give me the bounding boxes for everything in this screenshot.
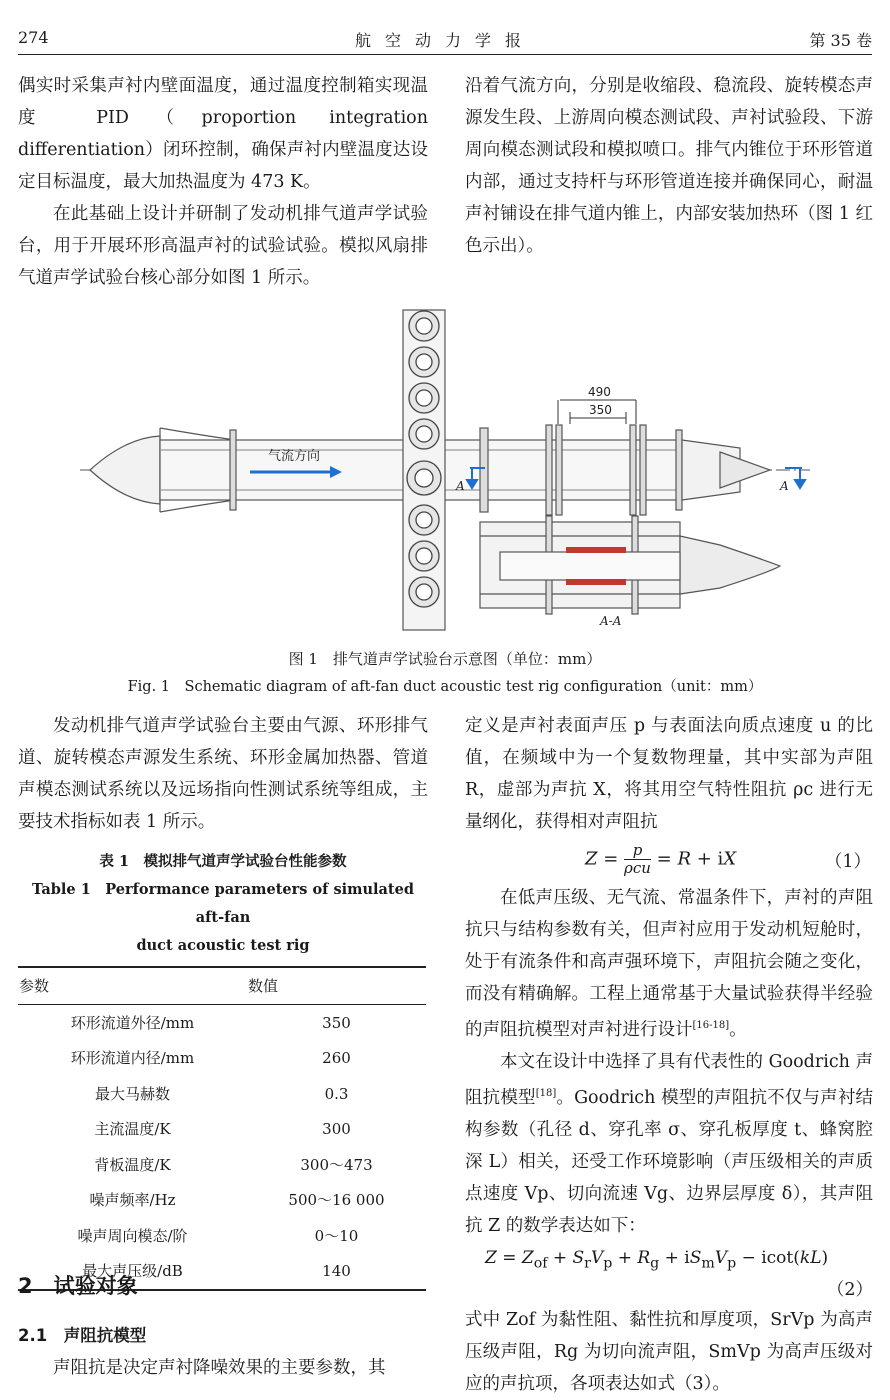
running-header	[18, 28, 872, 52]
left-column-last	[18, 1352, 428, 1384]
table-row	[18, 1218, 426, 1254]
table-cell: 环形流道外径/mm	[70, 1013, 195, 1032]
paragraph: 在此基础上设计并研制了发动机排气道声学试验台，用于开展环形高温声衬的试验试验。模拟风扇排气道声学试验台核心部分如图 1 所示。	[18, 204, 428, 288]
table-caption-en: Table 1 Performance parameters of simulated aft-fan duct acoustic test rig	[31, 881, 414, 954]
dimension-490: 490	[588, 385, 611, 399]
equation-2-number: （2）	[826, 1279, 873, 1300]
test-rig-schematic	[80, 300, 810, 635]
paragraph: 在低声压级、无气流、常温条件下，声衬的声阻抗只与结构参数有关，但声衬应用于发动机短舱时，处于有流条件和高声强环境下，声阻抗会随之变化，而没有精确解。工程上通常基于大量试验获得半经验的声阻抗模型对声衬进行设计[16-18]。	[465, 888, 873, 1040]
paragraph: 发动机排气道声学试验台主要由气源、环形排气道、旋转模态声源发生系统、环形金属加热器、管道声模态测试系统以及远场指向性测试系统等组成，主要技术指标如表 1 所示。	[18, 716, 428, 832]
table-cell: 噪声周向模态/阶	[77, 1226, 188, 1245]
flow-label: 气流方向	[268, 449, 321, 464]
figure-1	[80, 300, 810, 635]
table-row	[18, 1147, 426, 1183]
paragraph: 式中 Zof 为黏性阻、黏性抗和厚度项，SrVp 为高声压级声阻，Rg 为切向流声阻，SmVp 为高声压级对应的声抗项，各项表达如式（3）。	[465, 1309, 873, 1394]
paragraph: 声阻抗是决定声衬降噪效果的主要参数，其	[53, 1358, 386, 1378]
right-column-top	[465, 70, 873, 262]
figure-caption-cn: 图 1 排气道声学试验台示意图（单位：mm）	[288, 650, 602, 668]
right-column-bottom	[465, 710, 873, 1400]
paragraph: 定义是声衬表面声压 p 与表面法向质点速度 u 的比值，在频域中为一个复数物理量，其中实部为声阻 R，虚部为声抗 X，将其用空气特性阻抗 ρc 进行无量纲化，获得相对声阻抗	[465, 716, 873, 832]
table-cell: 300～473	[300, 1155, 373, 1174]
section-heading: 2 试验对象	[18, 1274, 138, 1298]
subsection-heading: 2.1 声阻抗模型	[18, 1326, 147, 1345]
table-row	[18, 1076, 426, 1112]
table-cell: 300	[322, 1120, 351, 1139]
table-cell: 最大声压级/dB	[18, 1254, 247, 1291]
left-column-top	[18, 70, 428, 294]
table-row	[18, 1041, 426, 1077]
heater-ring-top	[566, 547, 626, 553]
table-cell: 主流温度/K	[94, 1120, 171, 1139]
table-cell: 0.3	[324, 1084, 349, 1103]
paragraph: 本文在设计中选择了具有代表性的 Goodrich 声阻抗模型[18]。Goodrich 模型的声阻抗不仅与声衬结构参数（孔径 d、穿孔率 σ、穿孔板厚度 t、蜂窝腔深 L）相关，还受工作环境影响（声压级相关的声质点速度 Vp、切向流速 Vg、边界层厚度 δ），其声阻抗 Z 的数学表达如下：	[465, 1051, 874, 1236]
citation: [16-18]	[692, 1020, 730, 1031]
table-header: 数值	[247, 967, 426, 1005]
equation-1-number: （1）	[824, 852, 871, 872]
section-mark-a-right: A	[780, 479, 789, 493]
table-cell: 0～10	[314, 1226, 359, 1245]
equation-1	[465, 838, 873, 882]
table-cell: 最大马赫数	[94, 1084, 170, 1103]
performance-table	[18, 966, 426, 1291]
section-label: A-A	[600, 614, 622, 628]
header-rule	[18, 54, 872, 55]
equation-1-body: Z = p ρcu = R + iX	[585, 841, 737, 877]
figure-caption-en: Fig. 1 Schematic diagram of aft-fan duct acoustic test rig configuration（unit：mm）	[127, 679, 763, 695]
citation: [18]	[535, 1087, 557, 1099]
table-row	[18, 1112, 426, 1148]
table-header: 参数	[18, 967, 247, 1005]
equation-2	[465, 1242, 873, 1274]
paragraph: 沿着气流方向，分别是收缩段、稳流段、旋转模态声源发生段、上游周向模态测试段、声衬试验段、下游周向模态测试段和模拟喷口。排气内锥位于环形管道内部，通过支持杆与环形管道连接并确保同心，耐温声衬铺设在排气道内锥上，内部安装加热环（图 1 红色示出）。	[465, 76, 873, 256]
table-header-row	[18, 967, 426, 1005]
table-row	[18, 1005, 426, 1041]
section-view	[480, 516, 780, 614]
table-cell: 环形流道内径/mm	[70, 1049, 195, 1068]
table-cell: 350	[322, 1013, 351, 1032]
paragraph: 偶实时采集声衬内壁面温度，通过温度控制箱实现温度 PID（proportion integration differentiation）闭环控制，确保声衬内壁温度达设定目标温度，最大加热温度为 473 K。	[18, 76, 428, 192]
page-number: 274	[18, 28, 49, 47]
volume-label: 第 35 卷	[809, 31, 872, 50]
section-mark-a-left: A	[456, 479, 465, 493]
table-cell: 500～16 000	[288, 1191, 385, 1210]
journal-name: 航空动力学报	[354, 31, 535, 50]
equation-2-body: $Z = Z_{of} + S_rV_p + R_g + iS_mV_p - icot(kL)$	[485, 1247, 829, 1272]
dimension-350: 350	[589, 403, 612, 417]
table-cell: 噪声频率/Hz	[89, 1191, 176, 1210]
table-cell: 背板温度/K	[94, 1155, 171, 1174]
heater-ring-bottom	[566, 579, 626, 585]
table-row	[18, 1183, 426, 1219]
table-cell: 140	[247, 1254, 426, 1291]
left-column-bottom	[18, 710, 428, 1291]
table-caption-cn: 表 1 模拟排气道声学试验台性能参数	[99, 853, 347, 870]
table-cell: 260	[322, 1049, 351, 1068]
